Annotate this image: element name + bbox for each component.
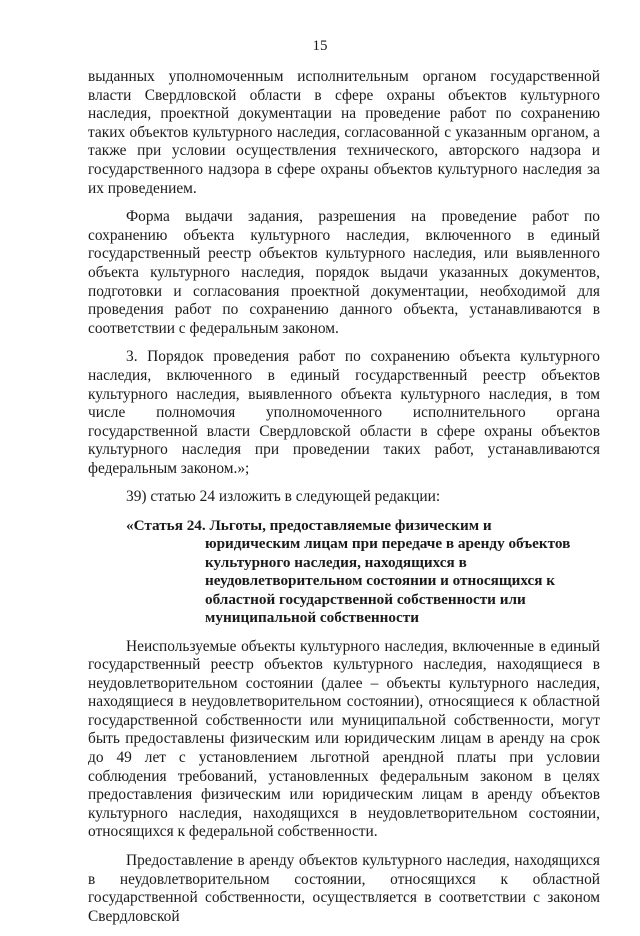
document-body xyxy=(88,68,600,936)
article-heading-rest: юридическим лицам при передаче в аренду объектов культурного наследия, находящихся в неудовлетворительном состоянии и относящихся к областной государственной собственности или муниципальной собственности xyxy=(205,535,571,627)
paragraph-item-3: 3. Порядок проведения работ по сохранению объекта культурного наследия, включенного в единый государственный реестр объектов культурного наследия, выявленного объекта культурного наследия, в том числе полномочия уполномоченного исполнительного органа государственной власти Свердловской области в сфере охраны объектов культурного наследия при проведении таких работ, устанавливаются федеральным законом.»; xyxy=(88,348,600,477)
paragraph-item-39: 39) статью 24 изложить в следующей редакции: xyxy=(126,488,441,506)
article-24-heading xyxy=(88,517,600,627)
page-number: 15 xyxy=(312,38,328,54)
article-paragraph-lease-provision: Предоставление в аренду объектов культурного наследия, находящихся в неудовлетворительном состоянии, относящихся к областной государственной собственности, осуществляется в соответствии с законом Свердловской xyxy=(88,852,600,925)
article-paragraph-unused-objects: Неиспользуемые объекты культурного наследия, включенные в единый государственный реестр объектов культурного наследия, находящиеся в неудовлетворительном состоянии (далее – объекты культурного наследия, находящиеся в неудовлетворительном состоянии), относящиеся к областной государственной собственности или муниципальной собственности, могут быть предоставлены физическим или юридическим лицам в аренду на срок до 49 лет с установлением льготной арендной платы при условии соблюдения требований, установленных федеральным законом в целях предоставления физическим или юридическим лицам в аренду объектов культурного наследия, находящихся в неудовлетворительном состоянии, относящихся к федеральной собственности. xyxy=(88,637,600,841)
paragraph-continuation: выданных уполномоченным исполнительным органом государственной власти Свердловской области в сфере охраны объектов культурного наследия, проектной документации на проведение работ по сохранению таких объектов культурного наследия, согласованной с указанным органом, а также при условии осуществления технического, авторского надзора и государственного надзора в сфере охраны объектов культурного наследия за их проведением. xyxy=(88,68,600,197)
article-heading-first-line: «Статья 24. Льготы, предоставляемые физическим и xyxy=(126,517,492,535)
paragraph-form-of-issuance: Форма выдачи задания, разрешения на проведение работ по сохранению объекта культурного наследия, включенного в единый государственный реестр объектов культурного наследия, или выявленного объекта культурного наследия, порядок выдачи указанных документов, подготовки и согласования проектной документации, необходимой для проведения работ по сохранению данного объекта, устанавливаются в соответствии с федеральным законом. xyxy=(88,208,600,337)
